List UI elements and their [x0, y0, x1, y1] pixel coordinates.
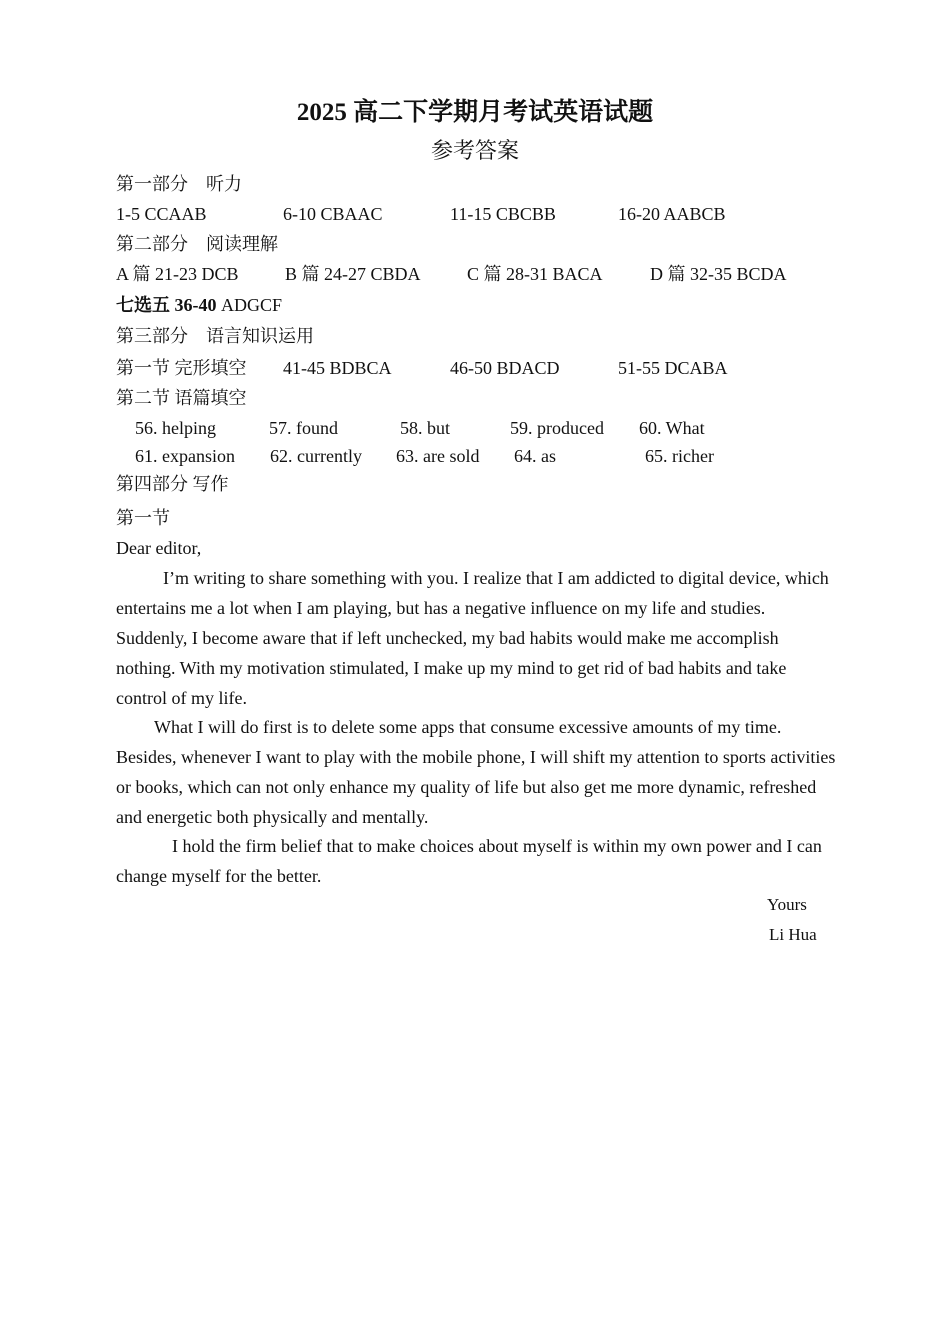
answer-group: B 篇 24-27 CBDA [285, 264, 421, 284]
fill-answer: 64. as [514, 446, 556, 466]
answer-group: A 篇 21-23 DCB [116, 264, 239, 284]
fill-answer: 59. produced [510, 418, 604, 438]
fill-answer: 56. helping [135, 418, 216, 438]
part4-section1-label: 第一节 [116, 508, 170, 528]
answer-group: 6-10 CBAAC [283, 204, 383, 224]
part4-heading: 第四部分 写作 [116, 474, 229, 494]
fill-answer: 63. are sold [396, 446, 480, 466]
letter-paragraph: I hold the firm belief that to make choices about myself is within my own power and I can change myself for the better. [116, 836, 822, 886]
answer-group: 1-5 CCAAB [116, 204, 207, 224]
fill-answer: 60. What [639, 418, 705, 438]
page-subtitle: 参考答案 [430, 138, 519, 163]
seven-choose-five-label: 七选五 36-40 [116, 295, 217, 315]
answer-group: 51-55 DCABA [618, 358, 728, 378]
letter-salutation: Dear editor, [116, 538, 202, 558]
letter-closing: Yours [767, 895, 807, 914]
answer-group: D 篇 32-35 BCDA [650, 264, 787, 284]
part1-heading: 第一部分 听力 [116, 174, 242, 194]
letter-paragraph: I’m writing to share something with you. I realize that I am addicted to digital device, which entertains me a lot when I am playing, but has a negative influence on my life and studies. Suddenly, I become aware that if left unchecked, my bad habits would make me accomplish nothing. With my motivation stimulated, I make up my mind to get rid of bad habits and take control of my life. [116, 568, 829, 708]
page-title: 2025 高二下学期月考试英语试题 [296, 99, 654, 126]
fill-answer: 65. richer [645, 446, 714, 466]
letter-signature: Li Hua [769, 925, 817, 944]
part3-section2-label: 第二节 语篇填空 [116, 388, 247, 408]
part3-section1-label: 第一节 完形填空 [116, 358, 247, 378]
answer-group: 16-20 AABCB [618, 204, 726, 224]
fill-answer: 58. but [400, 418, 451, 438]
letter-paragraph: What I will do first is to delete some apps that consume excessive amounts of my time. Besides, whenever I want to play with the mobile phone, I will shift my attention to sports activities or books, which can not only enhance my quality of life but also get me more dynamic, refreshed and energetic both physically and mentally. [116, 717, 836, 827]
fill-answer: 57. found [269, 418, 338, 438]
answer-group: C 篇 28-31 BACA [467, 264, 603, 284]
seven-choose-five-answer: ADGCF [216, 295, 283, 315]
part2-heading: 第二部分 阅读理解 [116, 234, 278, 254]
fill-answer: 61. expansion [135, 446, 235, 466]
fill-answer: 62. currently [270, 446, 362, 466]
seven-choose-five [116, 294, 282, 316]
part3-heading: 第三部分 语言知识运用 [116, 326, 314, 346]
answer-group: 41-45 BDBCA [283, 358, 392, 378]
answer-group: 11-15 CBCBB [450, 204, 556, 224]
answer-group: 46-50 BDACD [450, 358, 560, 378]
